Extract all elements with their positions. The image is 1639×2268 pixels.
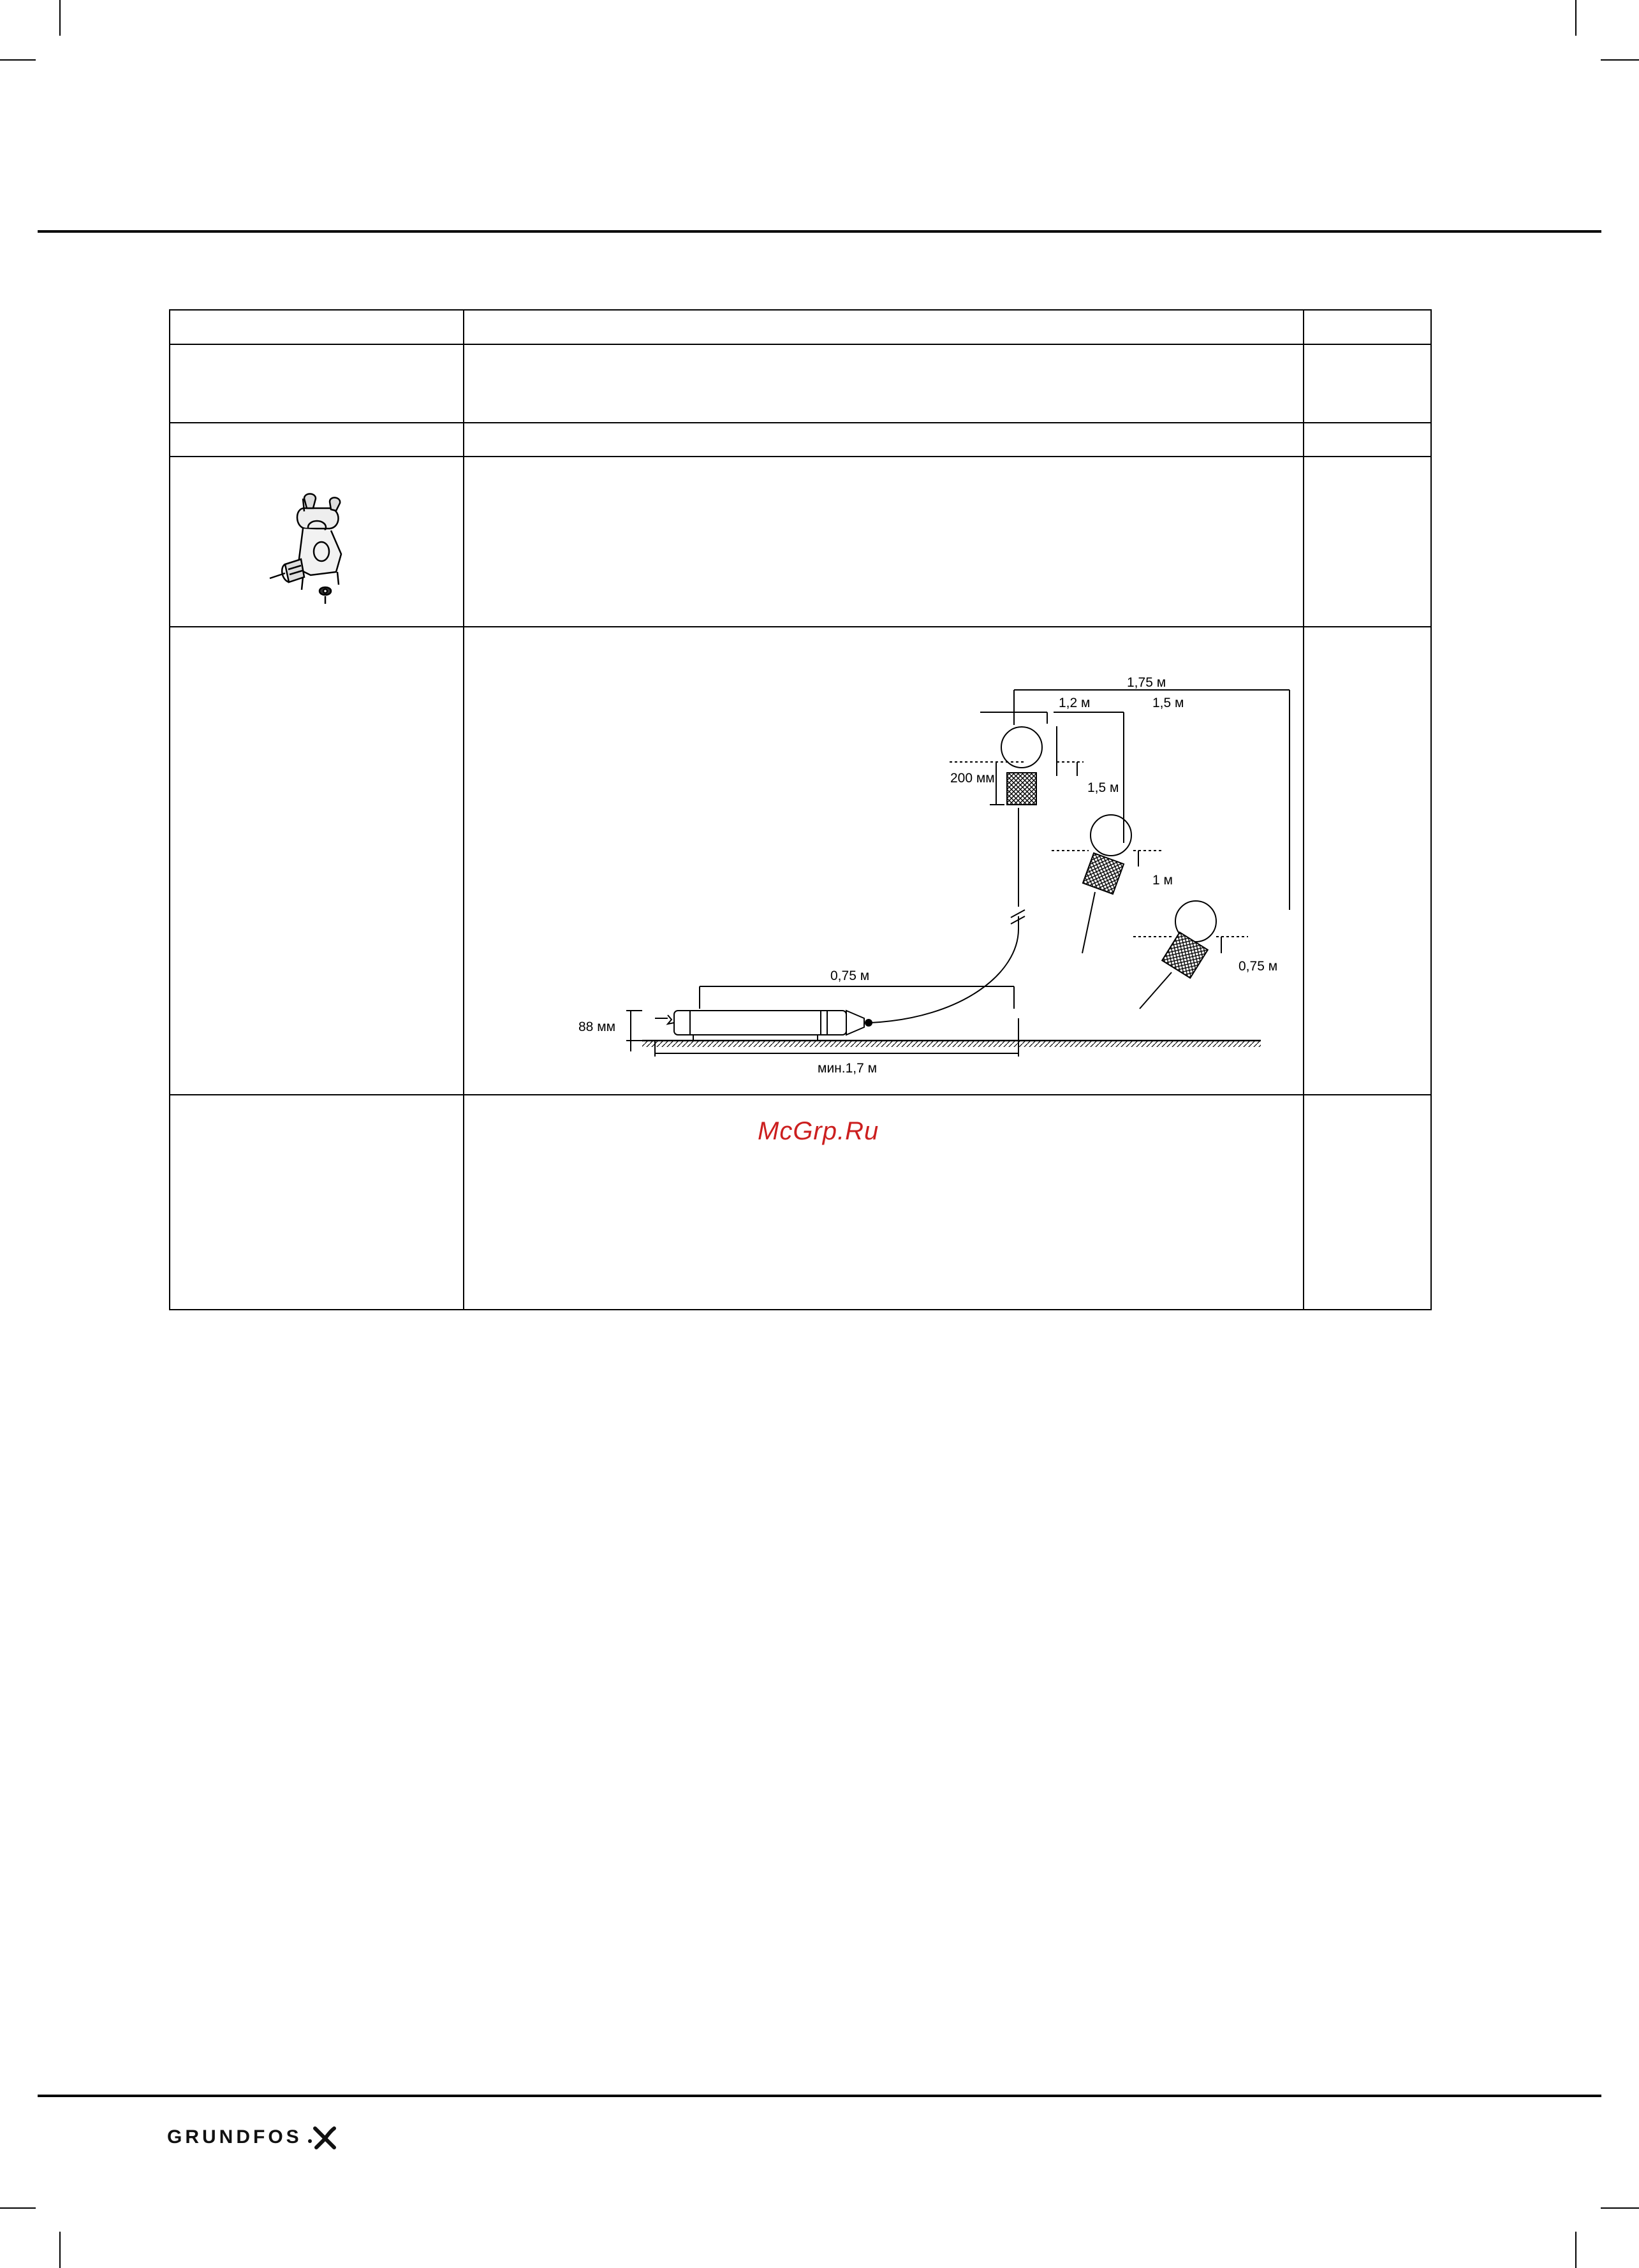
dim-drop-3-label: 0,75 м bbox=[1238, 959, 1278, 974]
row-divider bbox=[170, 626, 1430, 627]
crop-mark bbox=[1601, 59, 1639, 61]
dim-drop-1-label: 1,5 м bbox=[1087, 780, 1119, 795]
grundfos-x-logo-icon bbox=[306, 2125, 342, 2150]
dim-left-offset-label: 1,2 м bbox=[1059, 696, 1091, 710]
dim-float-height-label: 200 мм bbox=[950, 771, 995, 786]
crop-mark bbox=[1575, 2232, 1577, 2268]
dim-right-offset-label: 1,5 м bbox=[1152, 696, 1184, 710]
crop-mark bbox=[1575, 0, 1577, 36]
dim-pump-height-label: 88 мм bbox=[578, 1020, 616, 1034]
dim-drop-2-label: 1 м bbox=[1152, 873, 1173, 888]
crop-mark bbox=[0, 59, 36, 61]
row-divider bbox=[170, 1094, 1430, 1095]
brand-name: GRUNDFOS bbox=[167, 2126, 302, 2147]
pipe-clamp-icon bbox=[266, 483, 355, 610]
crop-mark bbox=[1601, 2207, 1639, 2209]
header-rule bbox=[38, 230, 1601, 233]
crop-mark bbox=[59, 0, 61, 36]
crop-mark bbox=[59, 2232, 61, 2268]
column-divider bbox=[463, 311, 464, 1309]
dim-top-total-label: 1,75 м bbox=[1127, 675, 1166, 690]
content-table bbox=[169, 309, 1432, 1310]
dim-min-length-label: мин.1,7 м bbox=[818, 1061, 878, 1076]
footer-rule bbox=[38, 2095, 1601, 2097]
watermark: McGrp.Ru bbox=[758, 1117, 879, 1145]
dim-pump-length-label: 0,75 м bbox=[830, 969, 870, 983]
installation-diagram bbox=[578, 675, 1427, 1092]
brand-logo bbox=[167, 2125, 342, 2150]
row-divider bbox=[170, 344, 1430, 345]
crop-mark bbox=[0, 2207, 36, 2209]
row-divider bbox=[170, 422, 1430, 423]
row-divider bbox=[170, 456, 1430, 457]
